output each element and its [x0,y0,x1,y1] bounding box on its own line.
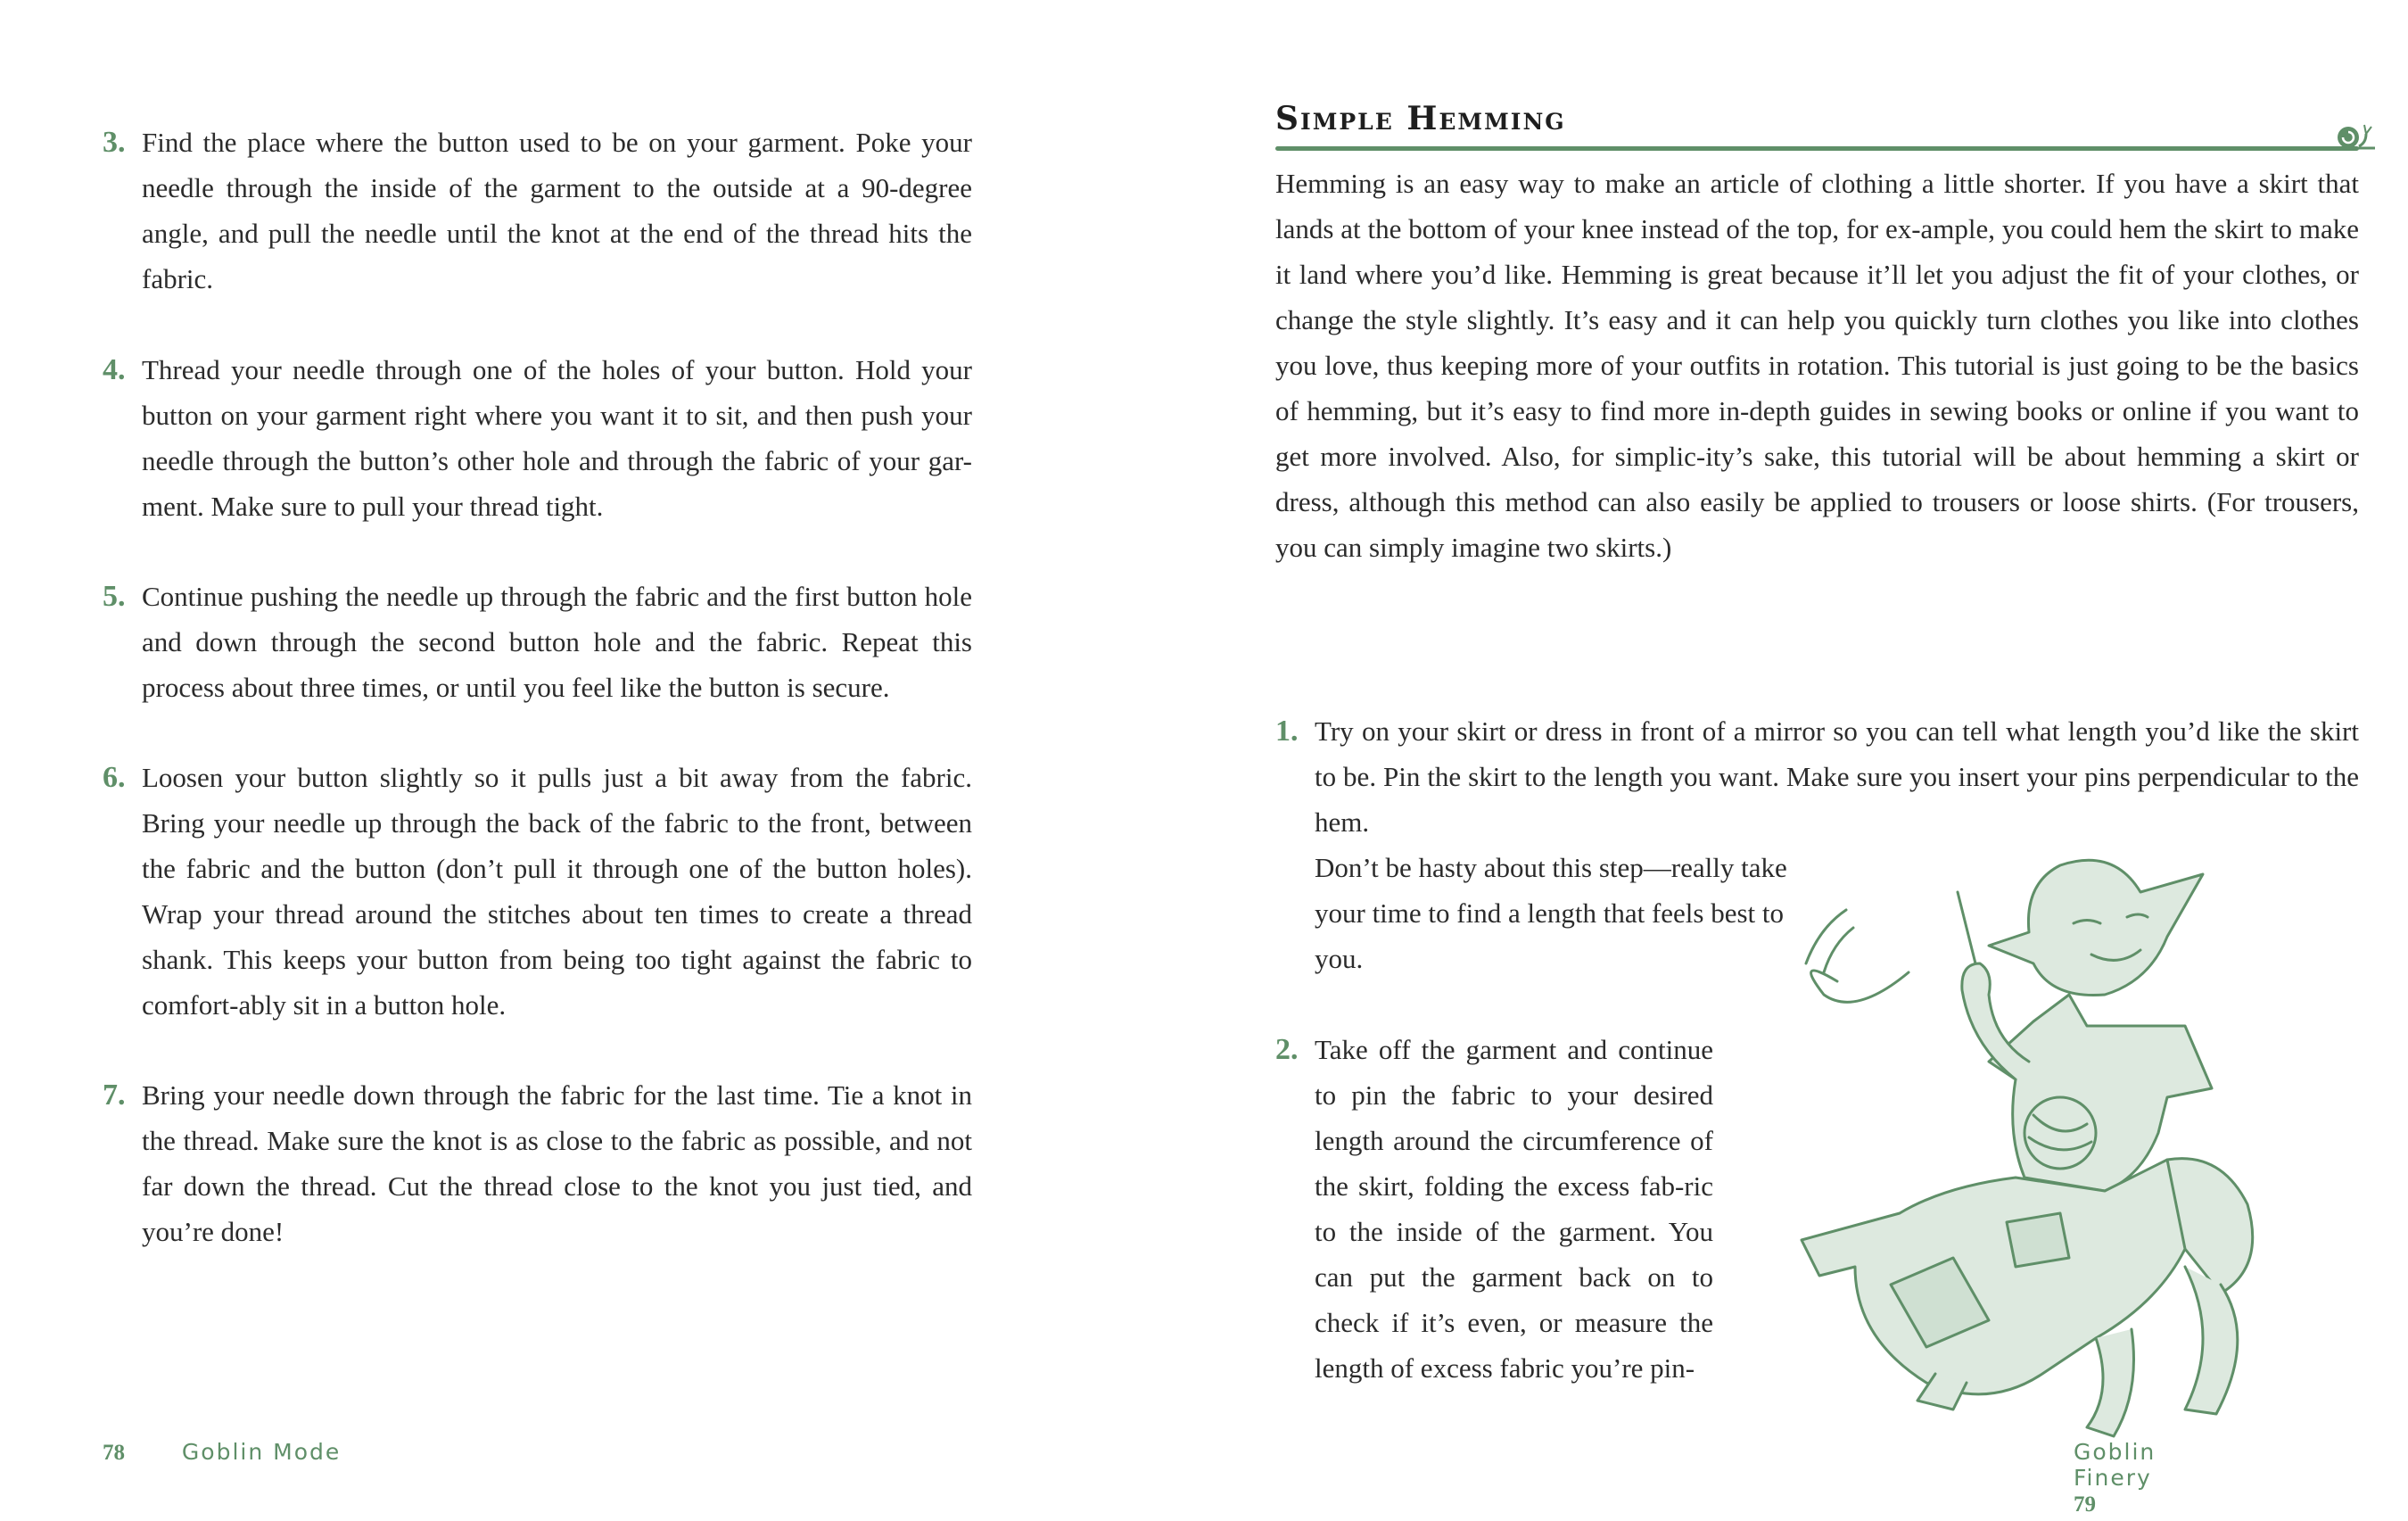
right-page [1115,0,2359,1521]
section-header [1275,96,2386,159]
step-text: Bring your needle down through the fabric for the last time. Tie a knot in the thread. Make sure the knot is as close to the fabric as possible, and not far down the thread. Cut the thread close to the knot you just tied, and you’re done! [142,1079,972,1247]
step-1 [1275,708,2359,845]
snail-icon [2325,118,2379,153]
step-text: Continue pushing the needle up through the fabric and the first button hole and down through the second button hole and the fabric. Repeat this process about three times, or until you feel like the button is secure. [142,581,972,703]
step-number: 1. [1275,715,1299,748]
step-text: Loosen your button slightly so it pulls just a bit away from the fabric. Bring your needle up through the back of the fabric to the front, between the fabric and the button (don’t pull it through one of the button holes). Wrap your thread around the stitches about ten times to create a thread shank. This keeps your button from being too tight against the fabric to comfort-ably sit in a button hole. [142,762,972,1021]
section-title: Simple Hemming [1275,100,1566,137]
step-text-continued: Don’t be hasty about this step—really take your time to find a length that feels best to you. [1315,852,1787,974]
step-6 [103,755,972,1028]
intro-paragraph: Hemming is an easy way to make an article of clothing a little shorter. If you have a skirt that lands at the bottom of your knee instead of the top, for ex-ample, you could hem the skirt to make it land where you’d like. Hemming is great because it’ll let you adjust the fit of your clothes, or change the style slightly. It’s easy and it can help you quickly turn clothes you like into clothes you love, thus keeping more of your outfits in rotation. This tutorial is just going to be the basics of hemming, but it’s easy to find more in-depth guides in sewing books or online if you want to get more involved. Also, for simplic-ity’s sake, this tutorial will be about hemming a skirt or dress, although this method can also easily be applied to trousers or loose shirts. (For trousers, you can simply imagine two skirts.) [1275,168,2359,563]
step-4 [103,347,972,529]
page-number: 78 [103,1441,125,1465]
step-number: 3. [103,126,126,159]
step-2 [1275,1027,1713,1391]
goblin-sewing-illustration [1721,839,2408,1454]
title-rule [1275,146,2359,151]
step-text: Thread your needle through one of the holes of your button. Hold your button on your garment right where you want it to sit, and then push your needle through the button’s other hole and through the fabric of your gar-ment. Make sure to pull your thread tight. [142,354,972,522]
step-text: Find the place where the button used to be on your garment. Poke your needle through the inside of the garment to the outside at a 90-degree angle, and pull the needle until the knot at the end of the thread hits the fabric. [142,127,972,294]
step-number: 5. [103,580,126,613]
running-title: Goblin Finery [2074,1439,2156,1491]
left-page [0,0,1115,1521]
step-number: 6. [103,761,126,794]
step-number: 2. [1275,1033,1299,1066]
footer-right [2074,1439,2230,1517]
step-5 [103,574,972,710]
page-number: 79 [2074,1492,2096,1517]
step-7 [103,1072,972,1254]
footer-left [103,1439,341,1466]
step-3 [103,120,972,302]
step-text: Take off the garment and continue to pin the fabric to your desired length around the circumference of the skirt, folding the excess fab-ric to the inside of the garment. You can put the garment back on to check if it’s even, or measure the length of excess fabric you’re pin- [1315,1034,1713,1384]
step-text: Try on your skirt or dress in front of a mirror so you can tell what length you’d like the skirt to be. Pin the skirt to the length you want. Make sure you insert your pins perpendicular to the hem. [1315,715,2359,838]
step-number: 4. [103,353,126,386]
running-title: Goblin Mode [181,1439,342,1465]
step-number: 7. [103,1079,126,1112]
